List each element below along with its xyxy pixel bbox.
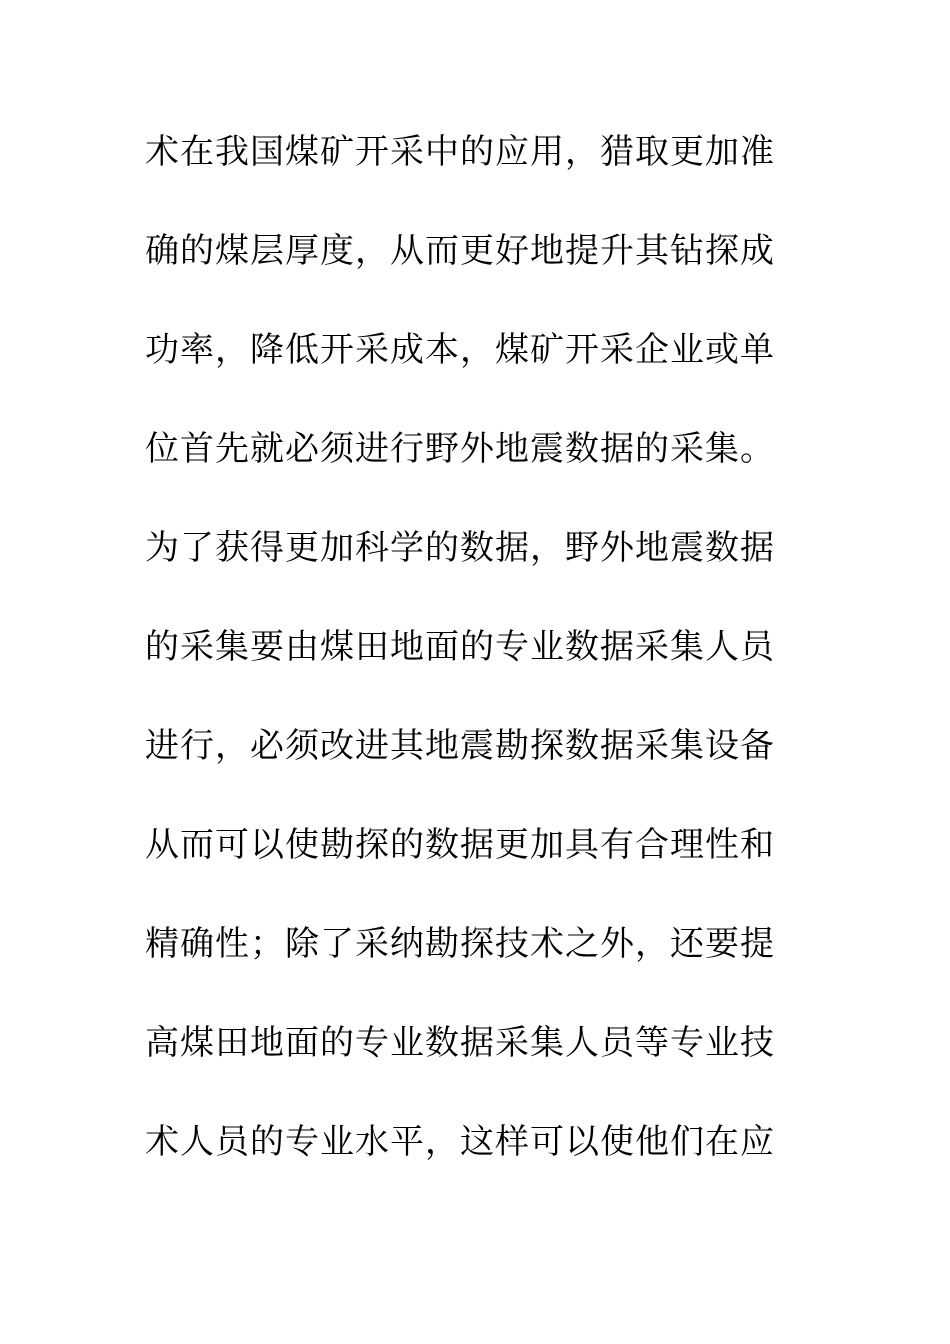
body-text [145,122,825,1211]
text-line: 进行，必须改进其地震勘探数据采集设备 [145,726,775,766]
text-line: 术在我国煤矿开采中的应用，猎取更加准 [145,132,775,172]
text-line: 术人员的专业水平，这样可以使他们在应 [145,1122,775,1162]
text-line: 的采集要由煤田地面的专业数据采集人员 [145,627,775,667]
text-line: 精确性；除了采纳勘探技术之外，还要提 [145,924,775,964]
text-line: 位首先就必须进行野外地震数据的采集。 [145,429,775,469]
text-line: 确的煤层厚度，从而更好地提升其钻探成 [145,231,775,271]
text-line: 从而可以使勘探的数据更加具有合理性和 [145,825,775,865]
text-line: 为了获得更加科学的数据，野外地震数据 [145,528,775,568]
text-line: 功率，降低开采成本，煤矿开采企业或单 [145,330,775,370]
text-line: 高煤田地面的专业数据采集人员等专业技 [145,1023,775,1063]
